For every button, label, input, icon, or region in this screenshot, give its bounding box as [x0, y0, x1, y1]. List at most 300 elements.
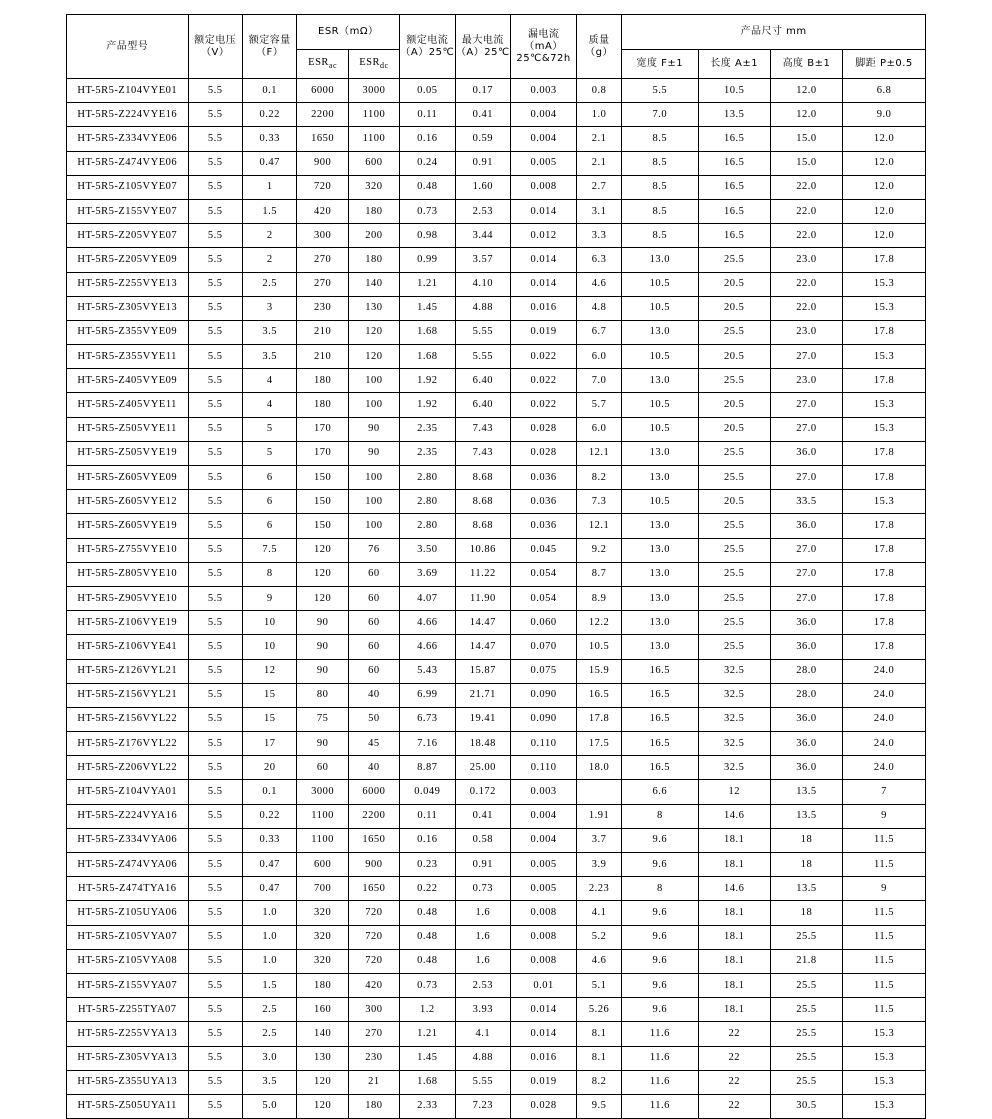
table-cell: 1100 [297, 828, 348, 852]
table-row [67, 659, 926, 683]
table-cell: 5.5 [188, 828, 242, 852]
table-cell: 11.6 [622, 1094, 698, 1118]
table-cell: 27.0 [770, 562, 842, 586]
table-cell: 21.71 [455, 683, 511, 707]
table-cell: 0.47 [242, 151, 296, 175]
table-cell: 6 [242, 466, 296, 490]
table-cell: 22.0 [770, 199, 842, 223]
table-cell: 1.45 [400, 1046, 456, 1070]
cell-model: HT-5R5-Z605VYE09 [67, 466, 189, 490]
table-cell: 5.5 [188, 175, 242, 199]
table-cell: 5.5 [188, 611, 242, 635]
table-cell: 90 [297, 611, 348, 635]
table-row [67, 538, 926, 562]
table-cell: 5.5 [188, 998, 242, 1022]
table-cell: 7.43 [455, 417, 511, 441]
table-cell: 5 [242, 417, 296, 441]
table-cell: 18 [770, 853, 842, 877]
table-cell: 1 [242, 175, 296, 199]
table-cell: 10.5 [622, 296, 698, 320]
header-rated-voltage-label: 额定电压 [194, 34, 237, 46]
header-esr-ac: $ESR_{ac}$ [297, 50, 348, 79]
table-cell: 1.5 [242, 199, 296, 223]
table-cell: 0.036 [511, 514, 577, 538]
table-cell: 5.5 [188, 1070, 242, 1094]
table-row [67, 949, 926, 973]
table-cell: 15.3 [843, 1022, 926, 1046]
table-cell: 9 [242, 586, 296, 610]
table-cell: 15 [242, 683, 296, 707]
table-cell: 12.0 [843, 151, 926, 175]
table-cell: 24.0 [843, 732, 926, 756]
cell-model: HT-5R5-Z205VYE07 [67, 224, 189, 248]
table-cell: 18.1 [698, 949, 770, 973]
header-row-1 [67, 15, 926, 50]
table-cell: 20 [242, 756, 296, 780]
cell-model: HT-5R5-Z105UYA06 [67, 901, 189, 925]
table-cell: 210 [297, 320, 348, 344]
header-rated-capacity [242, 15, 296, 79]
table-cell: 2.35 [400, 441, 456, 465]
table-row [67, 780, 926, 804]
table-cell: 1.0 [242, 901, 296, 925]
table-row [67, 973, 926, 997]
table-cell: 5 [242, 441, 296, 465]
table-cell: 12.0 [770, 103, 842, 127]
table-cell: 17.8 [843, 320, 926, 344]
table-cell: 32.5 [698, 756, 770, 780]
table-cell: 600 [348, 151, 399, 175]
table-cell: 180 [348, 199, 399, 223]
table-cell: 17.8 [843, 611, 926, 635]
table-cell: 11.5 [843, 998, 926, 1022]
table-cell: 9 [843, 877, 926, 901]
table-cell: 5.5 [188, 369, 242, 393]
table-cell: 16.5 [622, 659, 698, 683]
table-cell: 25.5 [698, 369, 770, 393]
table-cell: 0.91 [455, 853, 511, 877]
header-mass [577, 15, 622, 79]
table-cell: 5.55 [455, 345, 511, 369]
table-cell: 15.87 [455, 659, 511, 683]
table-cell: 13.0 [622, 248, 698, 272]
table-cell: 14.6 [698, 877, 770, 901]
table-cell: 120 [297, 562, 348, 586]
table-cell: 6.7 [577, 320, 622, 344]
table-cell: 6000 [348, 780, 399, 804]
table-cell: 5.5 [188, 272, 242, 296]
table-cell: 28.0 [770, 659, 842, 683]
table-row [67, 756, 926, 780]
table-cell: 100 [348, 514, 399, 538]
table-cell: 3 [242, 296, 296, 320]
cell-model: HT-5R5-Z106VYE41 [67, 635, 189, 659]
table-cell: 0.028 [511, 417, 577, 441]
table-cell: 1.68 [400, 345, 456, 369]
table-cell: 36.0 [770, 732, 842, 756]
table-cell: 18.0 [577, 756, 622, 780]
table-cell: 15.3 [843, 272, 926, 296]
header-rated-voltage-unit: （V） [201, 46, 230, 58]
table-cell: 3.5 [242, 1070, 296, 1094]
table-cell: 1.6 [455, 901, 511, 925]
table-cell: 1650 [297, 127, 348, 151]
table-cell: 12.1 [577, 514, 622, 538]
table-cell: 8.5 [622, 151, 698, 175]
table-cell: 120 [348, 345, 399, 369]
supercapacitor-spec-table [66, 14, 926, 1119]
table-cell: 5.5 [188, 296, 242, 320]
table-cell: 5.55 [455, 1070, 511, 1094]
table-cell: 8.1 [577, 1022, 622, 1046]
table-row [67, 1022, 926, 1046]
table-cell: 6 [242, 490, 296, 514]
table-cell: 120 [297, 1094, 348, 1118]
table-cell: 0.05 [400, 79, 456, 103]
table-cell: 200 [348, 224, 399, 248]
table-cell: 4.88 [455, 1046, 511, 1070]
table-row [67, 586, 926, 610]
table-cell [577, 780, 622, 804]
table-cell: 8.5 [622, 127, 698, 151]
table-cell: 1.68 [400, 320, 456, 344]
table-cell: 8.5 [622, 199, 698, 223]
table-cell: 0.01 [511, 973, 577, 997]
table-cell: 13.5 [770, 780, 842, 804]
table-cell: 17.8 [577, 707, 622, 731]
header-rated-capacity-label: 额定容量 [248, 34, 291, 46]
table-cell: 40 [348, 683, 399, 707]
table-cell: 120 [297, 586, 348, 610]
table-cell: 16.5 [622, 707, 698, 731]
table-cell: 1.0 [242, 949, 296, 973]
table-cell: 100 [348, 393, 399, 417]
table-cell: 4.66 [400, 611, 456, 635]
table-cell: 8.2 [577, 466, 622, 490]
table-cell: 50 [348, 707, 399, 731]
table-cell: 0.11 [400, 804, 456, 828]
table-cell: 150 [297, 514, 348, 538]
table-cell: 5.5 [188, 490, 242, 514]
table-cell: 15.3 [843, 296, 926, 320]
cell-model: HT-5R5-Z105VYE07 [67, 175, 189, 199]
table-cell: 36.0 [770, 611, 842, 635]
table-cell: 5.5 [188, 320, 242, 344]
table-cell: 0.022 [511, 345, 577, 369]
table-cell: 150 [297, 466, 348, 490]
header-rated-voltage [188, 15, 242, 79]
header-rated-capacity-unit: （F） [256, 46, 284, 58]
table-cell: 180 [348, 1094, 399, 1118]
table-row [67, 853, 926, 877]
table-cell: 24.0 [843, 756, 926, 780]
table-row [67, 828, 926, 852]
table-cell: 0.090 [511, 707, 577, 731]
table-cell: 22 [698, 1094, 770, 1118]
table-cell: 0.22 [242, 804, 296, 828]
table-cell: 0.004 [511, 103, 577, 127]
table-cell: 20.5 [698, 345, 770, 369]
table-cell: 14.6 [698, 804, 770, 828]
table-cell: 0.003 [511, 780, 577, 804]
table-cell: 1.92 [400, 369, 456, 393]
table-cell: 5.5 [188, 756, 242, 780]
table-cell: 130 [297, 1046, 348, 1070]
table-cell: 7.0 [577, 369, 622, 393]
table-cell: 10.5 [577, 635, 622, 659]
table-cell: 900 [348, 853, 399, 877]
table-cell: 1.92 [400, 393, 456, 417]
table-cell: 11.6 [622, 1070, 698, 1094]
table-cell: 6.40 [455, 369, 511, 393]
table-cell: 12.0 [843, 127, 926, 151]
table-cell: 24.0 [843, 707, 926, 731]
table-cell: 20.5 [698, 296, 770, 320]
cell-model: HT-5R5-Z156VYL21 [67, 683, 189, 707]
table-row [67, 393, 926, 417]
table-cell: 4.1 [455, 1022, 511, 1046]
table-cell: 0.049 [400, 780, 456, 804]
table-cell: 420 [297, 199, 348, 223]
table-cell: 60 [348, 611, 399, 635]
table-cell: 9.6 [622, 828, 698, 852]
cell-model: HT-5R5-Z156VYL22 [67, 707, 189, 731]
table-cell: 9.5 [577, 1094, 622, 1118]
table-cell: 8.68 [455, 514, 511, 538]
table-cell: 0.172 [455, 780, 511, 804]
table-cell: 2.53 [455, 973, 511, 997]
header-dimensions: 产品尺寸 mm [622, 15, 926, 50]
table-cell: 0.070 [511, 635, 577, 659]
table-cell: 0.99 [400, 248, 456, 272]
table-cell: 15.3 [843, 1094, 926, 1118]
table-cell: 25.5 [770, 1022, 842, 1046]
header-max-current-label: 最大电流 [461, 34, 504, 46]
table-cell: 210 [297, 345, 348, 369]
table-cell: 14.47 [455, 611, 511, 635]
table-cell: 17.8 [843, 562, 926, 586]
table-cell: 1.0 [242, 925, 296, 949]
table-cell: 600 [297, 853, 348, 877]
table-cell: 5.2 [577, 925, 622, 949]
table-cell: 11.5 [843, 828, 926, 852]
table-cell: 32.5 [698, 707, 770, 731]
table-cell: 60 [348, 635, 399, 659]
table-cell: 6.6 [622, 780, 698, 804]
table-cell: 36.0 [770, 707, 842, 731]
cell-model: HT-5R5-Z334VYE06 [67, 127, 189, 151]
table-cell: 23.0 [770, 248, 842, 272]
table-row [67, 732, 926, 756]
table-row [67, 296, 926, 320]
cell-model: HT-5R5-Z105VYA07 [67, 925, 189, 949]
table-cell: 5.5 [188, 393, 242, 417]
table-cell: 0.48 [400, 901, 456, 925]
header-esr-dc: $ESR_{dc}$ [348, 50, 399, 79]
table-cell: 0.003 [511, 79, 577, 103]
table-cell: 0.22 [400, 877, 456, 901]
table-cell: 5.5 [188, 1046, 242, 1070]
table-row [67, 79, 926, 103]
table-cell: 25.5 [698, 586, 770, 610]
table-cell: 27.0 [770, 393, 842, 417]
table-cell: 2.7 [577, 175, 622, 199]
table-cell: 5.7 [577, 393, 622, 417]
table-cell: 10.86 [455, 538, 511, 562]
table-cell: 2 [242, 248, 296, 272]
table-cell: 3.93 [455, 998, 511, 1022]
table-cell: 5.5 [188, 925, 242, 949]
table-row [67, 998, 926, 1022]
header-pitch: 脚距 P±0.5 [843, 50, 926, 79]
table-cell: 10.5 [622, 490, 698, 514]
table-cell: 11.5 [843, 901, 926, 925]
table-cell: 3.50 [400, 538, 456, 562]
table-cell: 13.5 [698, 103, 770, 127]
table-cell: 7.23 [455, 1094, 511, 1118]
header-max-current-unit: （A）25℃ [455, 46, 510, 58]
table-header [67, 15, 926, 79]
table-cell: 6.40 [455, 393, 511, 417]
table-cell: 1100 [297, 804, 348, 828]
table-cell: 5.5 [188, 514, 242, 538]
table-cell: 170 [297, 441, 348, 465]
table-cell: 22.0 [770, 296, 842, 320]
table-cell: 1.0 [577, 103, 622, 127]
table-cell: 0.005 [511, 877, 577, 901]
table-cell: 4.66 [400, 635, 456, 659]
table-cell: 25.5 [698, 466, 770, 490]
table-cell: 10.5 [622, 272, 698, 296]
table-row [67, 1094, 926, 1118]
table-cell: 0.24 [400, 151, 456, 175]
table-cell: 0.17 [455, 79, 511, 103]
table-cell: 5.5 [188, 199, 242, 223]
cell-model: HT-5R5-Z474VYE06 [67, 151, 189, 175]
table-cell: 21 [348, 1070, 399, 1094]
table-cell: 230 [348, 1046, 399, 1070]
table-cell: 9.6 [622, 973, 698, 997]
table-row [67, 272, 926, 296]
table-cell: 25.5 [770, 1046, 842, 1070]
table-cell: 22.0 [770, 175, 842, 199]
table-cell: 5.5 [188, 151, 242, 175]
table-cell: 8.68 [455, 466, 511, 490]
table-cell: 10 [242, 635, 296, 659]
table-cell: 11.22 [455, 562, 511, 586]
header-max-current [455, 15, 511, 79]
table-cell: 1.21 [400, 1022, 456, 1046]
table-cell: 320 [348, 175, 399, 199]
table-cell: 6 [242, 514, 296, 538]
table-cell: 5.5 [188, 707, 242, 731]
table-cell: 90 [297, 659, 348, 683]
table-cell: 20.5 [698, 272, 770, 296]
header-mass-label: 质量 [588, 34, 610, 46]
table-cell: 7 [843, 780, 926, 804]
cell-model: HT-5R5-Z104VYA01 [67, 780, 189, 804]
table-cell: 0.019 [511, 320, 577, 344]
table-cell: 80 [297, 683, 348, 707]
table-cell: 140 [297, 1022, 348, 1046]
table-cell: 13.0 [622, 635, 698, 659]
cell-model: HT-5R5-Z505VYE11 [67, 417, 189, 441]
table-cell: 9 [843, 804, 926, 828]
table-cell: 90 [297, 635, 348, 659]
table-cell: 12.0 [770, 79, 842, 103]
table-cell: 8.1 [577, 1046, 622, 1070]
cell-model: HT-5R5-Z505UYA11 [67, 1094, 189, 1118]
table-cell: 6.8 [843, 79, 926, 103]
table-cell: 76 [348, 538, 399, 562]
table-cell: 5.43 [400, 659, 456, 683]
table-cell: 2.5 [242, 998, 296, 1022]
table-cell: 720 [348, 925, 399, 949]
table-cell: 180 [297, 369, 348, 393]
table-cell: 2.80 [400, 490, 456, 514]
table-cell: 0.054 [511, 562, 577, 586]
table-cell: 0.014 [511, 998, 577, 1022]
table-cell: 1.45 [400, 296, 456, 320]
header-rated-current [400, 15, 456, 79]
table-cell: 3.9 [577, 853, 622, 877]
table-cell: 18.1 [698, 901, 770, 925]
table-cell: 17.8 [843, 538, 926, 562]
table-cell: 5.5 [188, 466, 242, 490]
table-cell: 100 [348, 369, 399, 393]
table-cell: 16.5 [698, 151, 770, 175]
table-cell: 17.5 [577, 732, 622, 756]
table-cell: 2.33 [400, 1094, 456, 1118]
table-cell: 5.5 [188, 562, 242, 586]
table-cell: 13.0 [622, 514, 698, 538]
table-cell: 7.16 [400, 732, 456, 756]
table-row [67, 877, 926, 901]
table-cell: 8.68 [455, 490, 511, 514]
table-cell: 25.5 [770, 925, 842, 949]
table-cell: 0.22 [242, 103, 296, 127]
cell-model: HT-5R5-Z104VYE01 [67, 79, 189, 103]
table-cell: 700 [297, 877, 348, 901]
cell-model: HT-5R5-Z755VYE10 [67, 538, 189, 562]
table-cell: 7.43 [455, 441, 511, 465]
table-cell: 120 [297, 1070, 348, 1094]
table-row [67, 224, 926, 248]
table-cell: 15.3 [843, 490, 926, 514]
table-cell: 8.2 [577, 1070, 622, 1094]
table-cell: 320 [297, 901, 348, 925]
table-cell: 2.80 [400, 514, 456, 538]
table-cell: 15.3 [843, 1070, 926, 1094]
table-cell: 32.5 [698, 732, 770, 756]
cell-model: HT-5R5-Z355VYE09 [67, 320, 189, 344]
header-rated-current-label: 额定电流 [406, 34, 449, 46]
table-cell: 5.5 [188, 949, 242, 973]
table-cell: 15.3 [843, 345, 926, 369]
cell-model: HT-5R5-Z206VYL22 [67, 756, 189, 780]
table-cell: 25.5 [698, 320, 770, 344]
table-cell: 1100 [348, 127, 399, 151]
table-cell: 0.33 [242, 828, 296, 852]
table-row [67, 490, 926, 514]
table-row [67, 707, 926, 731]
table-cell: 5.5 [188, 248, 242, 272]
table-cell: 28.0 [770, 683, 842, 707]
table-cell: 13.0 [622, 441, 698, 465]
table-cell: 0.98 [400, 224, 456, 248]
table-cell: 21.8 [770, 949, 842, 973]
cell-model: HT-5R5-Z474TYA16 [67, 877, 189, 901]
